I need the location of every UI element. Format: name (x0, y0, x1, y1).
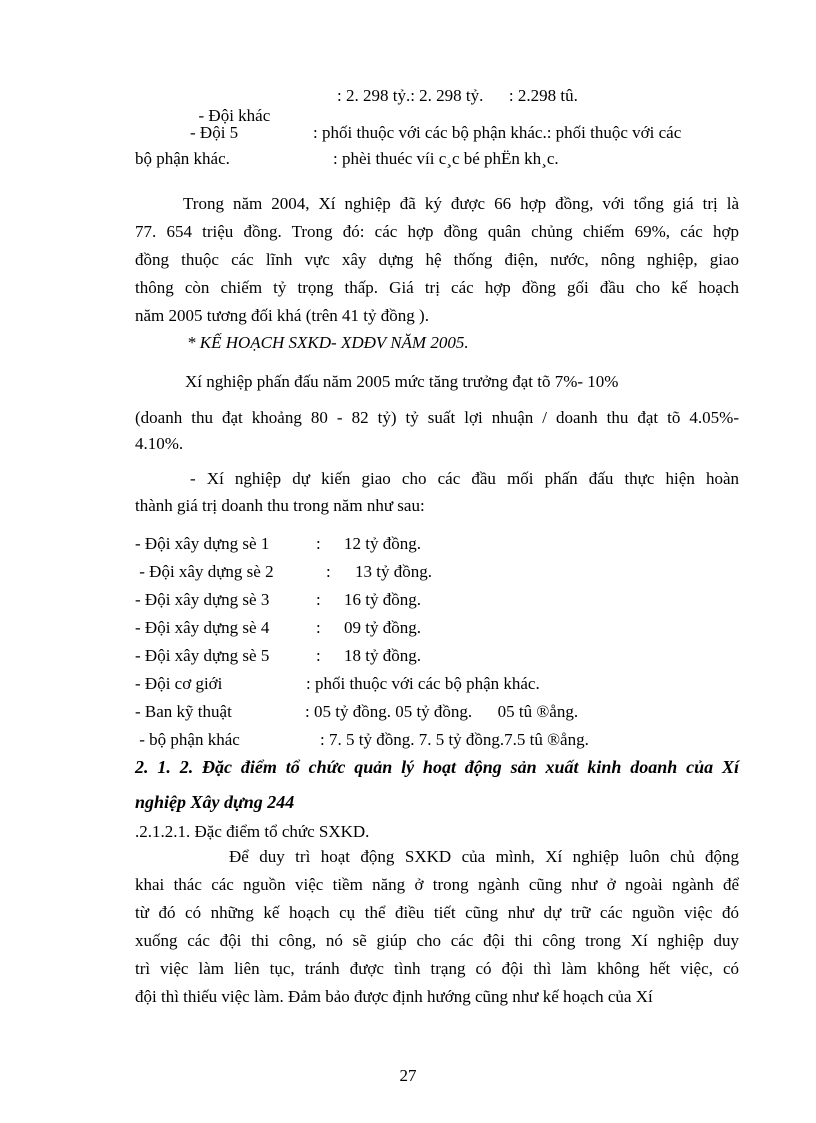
para1-line-3: đồng thuộc các lĩnh vực xây dựng hệ thống điện, nước, nông nghiệp, giao (135, 250, 739, 269)
team-machinery-name: - Đội cơ giới (135, 674, 223, 693)
para2-line-1: Xí nghiệp phấn đấu năm 2005 mức tăng trưởng đạt tõ 7%- 10% (185, 372, 619, 391)
team-4-sep: : (316, 618, 321, 637)
team-5-value: 18 tỷ đồng. (344, 646, 421, 665)
page-number: 27 (399, 1066, 417, 1085)
line-team-other (190, 86, 270, 126)
plan-title: * KẾ HOẠCH SXKD- XDĐV NĂM 2005. (187, 333, 469, 352)
para4-line-1: Để duy trì hoạt động SXKD của mình, Xí nghiệp luôn chủ động (229, 847, 739, 866)
team-other-values: : 2. 298 tỷ.: 2. 298 tỷ. : 2.298 tû. (337, 86, 578, 105)
team-5-name: - Đội xây dựng sè 5 (135, 646, 270, 665)
para1-line-4: thông còn chiếm tỷ trọng thấp. Giá trị các hợp đồng gối đầu cho kế hoạch (135, 278, 739, 297)
team-technical-name: - Ban kỹ thuật (135, 702, 232, 721)
section-heading-line-1: 2. 1. 2. Đặc điểm tổ chức quản lý hoạt động sản xuất kinh doanh của Xí (135, 757, 739, 777)
para1-line-2: 77. 654 triệu đồng. Trong đó: các hợp đồng quân chủng chiếm 69%, các hợp (135, 222, 739, 241)
team-other-dept-name: - bộ phận khác (135, 730, 240, 749)
team-2-value: 13 tỷ đồng. (355, 562, 432, 581)
team-5-continuation: bộ phận khác. (135, 149, 230, 168)
team-other-dept-value: : 7. 5 tỷ đồng. 7. 5 tỷ đồng.7.5 tû ®ång. (320, 730, 589, 749)
para1-line-5: năm 2005 tương đối khá (trên 41 tỷ đồng ). (135, 306, 429, 325)
subsection-heading: .2.1.2.1. Đặc điểm tổ chức SXKD. (135, 822, 370, 841)
team-5-continuation-values: : phèi thuéc víi c¸c bé phËn kh¸c. (333, 149, 559, 168)
team-5-sep: : (316, 646, 321, 665)
team-3-name: - Đội xây dựng sè 3 (135, 590, 270, 609)
para4-line-5: trì việc làm liên tục, tránh được tình trạng có đội thì làm không hết việc, có (135, 959, 739, 978)
para2-line-2: (doanh thu đạt khoảng 80 - 82 tỷ) tỷ suất lợi nhuận / doanh thu đạt tõ 4.05%- (135, 408, 739, 427)
para4-line-6: đội thì thiếu việc làm. Đảm bảo được định hướng cũng như kế hoạch của Xí (135, 987, 653, 1006)
team-2-name: - Đội xây dựng sè 2 (135, 562, 274, 581)
team-machinery-value: : phối thuộc với các bộ phận khác. (306, 674, 540, 693)
team-1-name: - Đội xây dựng sè 1 (135, 534, 270, 553)
para2-line-3: 4.10%. (135, 434, 184, 453)
team-2-sep: : (326, 562, 331, 581)
team-technical-value: : 05 tỷ đồng. 05 tỷ đồng. 05 tû ®ång. (305, 702, 579, 721)
section-heading-line-2: nghiệp Xây dựng 244 (135, 792, 295, 812)
team-4-value: 09 tỷ đồng. (344, 618, 421, 637)
team-4-name: - Đội xây dựng sè 4 (135, 618, 270, 637)
para4-line-2: khai thác các nguồn việc tiềm năng ở trong ngành cũng như ở ngoài ngành để (135, 875, 739, 894)
para4-line-4: xuống các đội thi công, nó sẽ giúp cho các đội thi công trong Xí nghiệp duy (135, 931, 739, 950)
team-3-sep: : (316, 590, 321, 609)
team-1-sep: : (316, 534, 321, 553)
para3-line-1: - Xí nghiệp dự kiến giao cho các đầu mối phấn đấu thực hiện hoàn (190, 469, 739, 488)
team-1-value: 12 tỷ đồng. (344, 534, 421, 553)
para1-line-1: Trong năm 2004, Xí nghiệp đã ký được 66 hợp đồng, với tổng giá trị là (183, 194, 739, 213)
team-3-value: 16 tỷ đồng. (344, 590, 421, 609)
team-other-label: - Đội khác (198, 106, 271, 125)
para4-line-3: từ đó có những kế hoạch cụ thể điều tiết cũng như dự trữ các nguồn việc đó (135, 903, 739, 922)
team-5-values: : phối thuộc với các bộ phận khác.: phối thuộc với các (313, 123, 682, 142)
para3-line-2: thành giá trị doanh thu trong năm như sau: (135, 496, 425, 515)
team-5-label: - Đội 5 (190, 123, 239, 142)
